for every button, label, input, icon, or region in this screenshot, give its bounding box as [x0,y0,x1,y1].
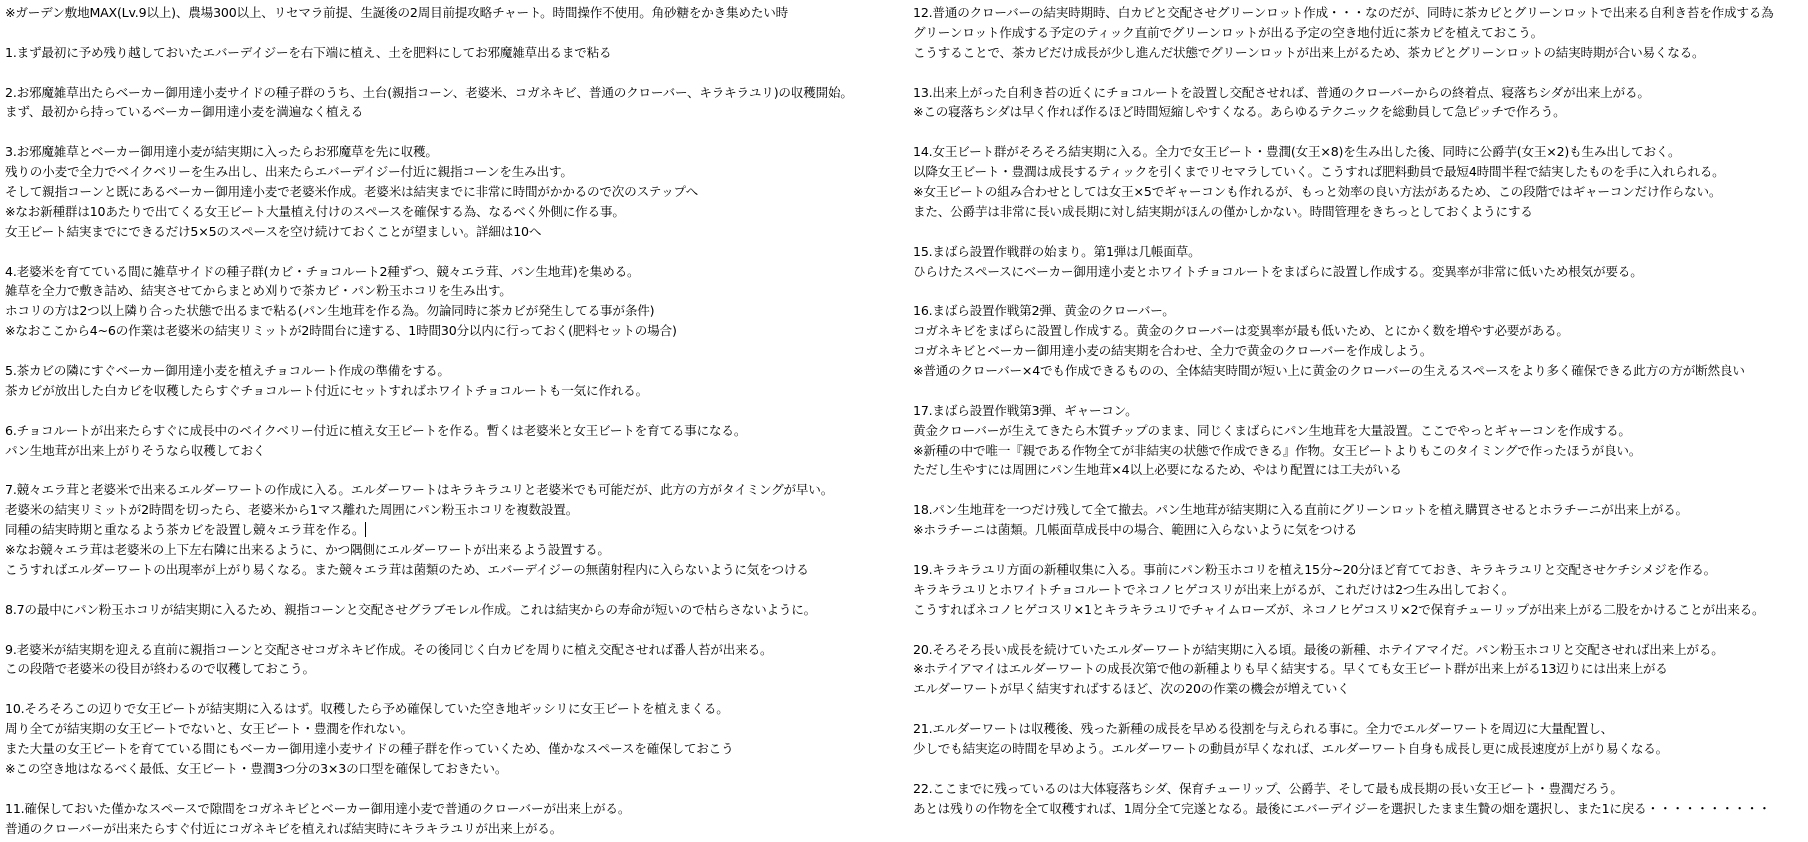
step-22 [913,779,1803,819]
step-line: ※普通のクローバー×4でも作成できるものの、全体結実時間が短い上に黄金のクローバーの生えるスペースをより多く確保できる此方の方が断然良い [913,363,1745,379]
step-line: 16.まばら設置作戦第2弾、黄金のクローバー。 [913,303,1175,319]
step-line: 11.確保しておいた僅かなスペースで隙間をコガネキビとベーカー御用達小麦で普通のクローバーが出来上がる。 [5,800,631,816]
step-2 [5,83,905,123]
step-line: 老婆米の結実リミットが2時間を切ったら、老婆米から1マス離れた周囲にパン粉玉ホコリを複数設置。 [5,502,579,518]
paragraph-gap [5,580,905,600]
step-line: 雑草を全力で敷き詰め、結実させてからまとめ刈りで茶カビ・パン粉玉ホコリを生み出す。 [5,283,512,299]
step-14 [913,142,1803,222]
step-line: 普通のクローバーが出来たらすぐ付近にコガネキビを植えれば結実時にキラキラユリが出来上がる。 [5,820,563,836]
step-10 [5,699,905,779]
step-line: 20.そろそろ長い成長を続けていたエルダーワートが結実期に入る頃。最後の新種、ホテイアマイだ。パン粉玉ホコリと交配させれば出来上がる。 [913,641,1724,657]
paragraph-gap [913,620,1803,640]
step-20 [913,640,1803,700]
step-line: 1.まず最初に予め残り越しておいたエバーデイジーを右下端に植え、土を肥料にしてお邪魔雑草出るまで粘る [5,44,612,60]
paragraph-gap [913,122,1803,142]
step-line: ※なお新種群は10あたりで出てくる女王ビート大量植え付けのスペースを確保する為、なるべく外側に作る事。 [5,203,625,219]
step-line: まず、最初から持っているベーカー御用達小麦を満遍なく植える [5,104,364,120]
step-line: 少しでも結実迄の時間を早めよう。エルダーワートの動員が早くなれば、エルダーワート自身も成長し更に成長速度が上がり易くなる。 [913,740,1669,756]
step-line: 6.チョコルートが出来たらすぐに成長中のベイクベリー付近に植え女王ビートを作る。暫くは老婆米と女王ビートを育てる事になる。 [5,422,747,438]
step-12 [913,3,1803,63]
step-line: 残りの小麦で全力でベイクベリーを生み出し、出来たらエバーデイジー付近に親指コーンを生み出す。 [5,164,573,180]
step-line: 5.茶カビの隣にすぐベーカー御用達小麦を植えチョコルート作成の準備をする。 [5,363,450,379]
step-line: 8.7の最中にパン粉玉ホコリが結実期に入るため、親指コーンと交配させグラブモレル作成。これは結実からの寿命が短いので枯らさないように。 [5,601,817,617]
step-line: また、公爵芋は非常に長い成長期に対し結実期がほんの僅かしかない。時間管理をきちっとしておくようにする [913,203,1533,219]
step-line: 4.老婆米を育てている間に雑草サイドの種子群(カビ・チョコルート2種ずつ、競々エラ茸、パン生地茸)を集める。 [5,263,640,279]
step-19 [913,560,1803,620]
step-line: この段階で老婆米の役目が終わるので収穫しておこう。 [5,661,315,677]
step-line: ただし生やすには周囲にパン生地茸×4以上必要になるため、やはり配置には工夫がいる [913,462,1402,478]
step-line: 茶カビが放出した白カビを収穫したらすぐチョコルート付近にセットすればホワイトチョコルートも一気に作れる。 [5,382,648,398]
step-line: こうすればエルダーワートの出現率が上がり易くなる。また競々エラ茸は菌類のため、エバーデイジーの無菌射程内に入らないように気をつける [5,561,809,577]
step-line: 13.出来上がった自利き苔の近くにチョコルートを設置し交配させれば、普通のクローバーからの終着点、寝落ちシダが出来上がる。 [913,84,1650,100]
paragraph-gap [5,242,905,262]
paragraph-gap [913,63,1803,83]
step-line: 黄金クローバーが生えてきたら木質チップのまま、同じくまばらにパン生地茸を大量設置。ここでやっとギャーコンを作成する。 [913,422,1631,438]
step-line-text: 同種の結実時期と重なるよう茶カビを設置し競々エラ茸を作る。 [5,522,365,538]
step-line: 22.ここまでに残っているのは大体寝落ちシダ、保育チューリップ、公爵芋、そして最も成長期の長い女王ビート・豊潤だろう。 [913,780,1623,796]
step-17 [913,401,1803,481]
step-line: 10.そろそろこの辺りで女王ビートが結実期に入るはず。収穫したら予め確保していた空き地ギッシリに女王ビートを植えまくる。 [5,701,729,717]
paragraph-gap [5,341,905,361]
step-line: 15.まばら設置作戦群の始まり。第1弾は几帳面草。 [913,243,1201,259]
step-line: こうすればネコノヒゲコスリ×1とキラキラユリでチャイムローズが、ネコノヒゲコスリ×2で保育チューリップが出来上がる二股をかけることが出来る。 [913,601,1765,617]
step-line: 12.普通のクローバーの結実時期時、白カビと交配させグリーンロット作成・・・なのだが、同時に茶カビとグリーンロットで出来る自利き苔を作成する為 [913,5,1774,20]
step-line: ホコリの方は2つ以上隣り合った状態で出るまで粘る(パン生地茸を作る為。勿論同時に茶カビが発生してる事が条件) [5,303,655,319]
step-line: 18.パン生地茸を一つだけ残して全て撤去。パン生地茸が結実期に入る直前にグリーンロットを植え購買させるとホラチーニが出来上がる。 [913,502,1688,518]
step-line: ※なおここから4~6の作業は老婆米の結実リミットが2時間台に達する、1時間30分以内に行っておく(肥料セットの場合) [5,323,677,339]
step-line: 7.競々エラ茸と老婆米で出来るエルダーワートの作成に入る。エルダーワートはキラキラユリと老婆米でも可能だが、此方の方がタイミングが早い。 [5,482,834,498]
step-line-with-cursor[interactable] [5,520,905,540]
right-column [913,3,1803,819]
step-7 [5,480,905,579]
step-13 [913,83,1803,123]
paragraph-gap [913,281,1803,301]
step-line: 3.お邪魔雑草とベーカー御用達小麦が結実期に入ったらお邪魔草を先に収穫。 [5,144,438,160]
step-1 [5,43,905,63]
step-line: ※この空き地はなるべく最低、女王ビート・豊潤3つ分の3×3の口型を確保しておきたい。 [5,760,508,776]
paragraph-gap [913,381,1803,401]
paragraph-gap [913,222,1803,242]
step-line: また大量の女王ビートを育てている間にもベーカー御用達小麦サイドの種子群を作っていくため、僅かなスペースを確保しておこう [5,740,734,756]
step-9 [5,640,905,680]
step-line: あとは残りの作物を全て収穫すれば、1周分全て完遂となる。最後にエバーデイジーを選択したまま生贄の畑を選択し、また1に戻る・・・・・・・・・・ [913,800,1771,816]
paragraph-gap [913,699,1803,719]
step-line: 以降女王ビート・豊潤は成長するティックを引くまでリセマラしていく。こうすれば肥料動員で最短4時間半程で結実したものを手に入れられる。 [913,164,1725,180]
step-line: 9.老婆米が結実期を迎える直前に親指コーンと交配させコガネキビ作成。その後同じく白カビを周りに植え交配させれば番人苔が出来る。 [5,641,773,657]
step-line: 周り全てが結実期の女王ビートでないと、女王ビート・豊潤を作れない。 [5,721,413,737]
step-15 [913,242,1803,282]
step-6 [5,421,905,461]
step-line: ※なお競々エラ茸は老婆米の上下左右隣に出来るように、かつ隅側にエルダーワートが出来るよう設置する。 [5,542,610,558]
step-line: コガネキビをまばらに設置し作成する。黄金のクローバーは変異率が最も低いため、とにかく数を増やす必要がある。 [913,323,1569,339]
left-column [5,3,905,838]
step-line: 女王ビート結実までにできるだけ5×5のスペースを空け続けておくことが望ましい。詳細は10へ [5,223,542,239]
paragraph-gap [5,23,905,43]
step-18 [913,500,1803,540]
step-line: キラキラユリとホワイトチョコルートでネコノヒゲコスリが出来上がるが、これだけは2つ生み出しておく。 [913,581,1515,597]
paragraph-gap [913,540,1803,560]
step-line: ※女王ビートの組み合わせとしては女王×5でギャーコンも作れるが、もっと効率の良い方法があるため、この段階ではギャーコンだけ作らない。 [913,184,1722,200]
step-line: 14.女王ビート群がそろそろ結実期に入る。全力で女王ビート・豊潤(女王×8)を生み出した後、同時に公爵芋(女王×2)も生み出しておく。 [913,144,1681,160]
step-line: 19.キラキラユリ方面の新種収集に入る。事前にパン粉玉ホコリを植え15分~20分ほど育てておき、キラキラユリと交配させケチシメジを作る。 [913,561,1717,577]
step-line: パン生地茸が出来上がりそうなら収穫しておく [5,442,266,458]
step-16 [913,301,1803,381]
step-21 [913,719,1803,759]
step-line: ひらけたスペースにベーカー御用達小麦とホワイトチョコルートをまばらに設置し作成する。変異率が非常に低いため根気が要る。 [913,263,1643,279]
step-line: ※ホラチーニは菌類。几帳面草成長中の場合、範囲に入らないように気をつける [913,522,1358,538]
step-4 [5,262,905,342]
step-line: エルダーワートが早く結実すればするほど、次の20の作業の機会が増えていく [913,681,1350,697]
step-8 [5,600,905,620]
intro-line: ※ガーデン敷地MAX(Lv.9以上)、農場300以上、リセマラ前提、生誕後の2周目前提攻略チャート。時間操作不使用。角砂糖をかき集めたい時 [5,5,789,20]
step-3 [5,142,905,241]
paragraph-gap [5,620,905,640]
step-11 [5,799,905,839]
step-line: そして親指コーンと既にあるベーカー御用達小麦で老婆米作成。老婆米は結実までに非常に時間がかかるので次のステップへ [5,184,699,200]
step-line: ※新種の中で唯一『親である作物全てが非結実の状態で作成できる』作物。女王ビートよりもこのタイミングで作ったほうが良い。 [913,442,1642,458]
paragraph-gap [5,122,905,142]
step-line: コガネキビとベーカー御用達小麦の結実期を合わせ、全力で黄金のクローバーを作成しよう。 [913,343,1433,359]
step-line: 17.まばら設置作戦第3弾、ギャーコン。 [913,402,1138,418]
paragraph-gap [5,779,905,799]
paragraph-gap [913,759,1803,779]
paragraph-gap [5,401,905,421]
step-line: ※この寝落ちシダは早く作れば作るほど時間短縮しやすくなる。あらゆるテクニックを総動員して急ピッチで作ろう。 [913,104,1566,120]
step-5 [5,361,905,401]
step-line: グリーンロット作成する予定のティック直前でグリーンロットが出る予定の空き地付近に茶カビを植えておこう。 [913,24,1544,40]
paragraph-gap [5,63,905,83]
paragraph-gap [5,460,905,480]
step-line: 21.エルダーワートは収穫後、残った新種の成長を早める役割を与えられる事に。全力でエルダーワートを周辺に大量配置し、 [913,721,1614,737]
text-cursor [365,522,366,537]
step-line: 2.お邪魔雑草出たらベーカー御用達小麦サイドの種子群のうち、土台(親指コーン、老婆米、コガネキビ、普通のクローバー、キラキラユリ)の収穫開始。 [5,84,853,100]
paragraph-gap [913,480,1803,500]
paragraph-gap [5,679,905,699]
step-line: ※ホテイアマイはエルダーワートの成長次第で他の新種よりも早く結実する。早くても女王ビート群が出来上がる13辺りには出来上がる [913,661,1668,677]
step-line: こうすることで、茶カビだけ成長が少し進んだ状態でグリーンロットが出来上がるため、茶カビとグリーンロットの結実時期が合い易くなる。 [913,44,1705,60]
